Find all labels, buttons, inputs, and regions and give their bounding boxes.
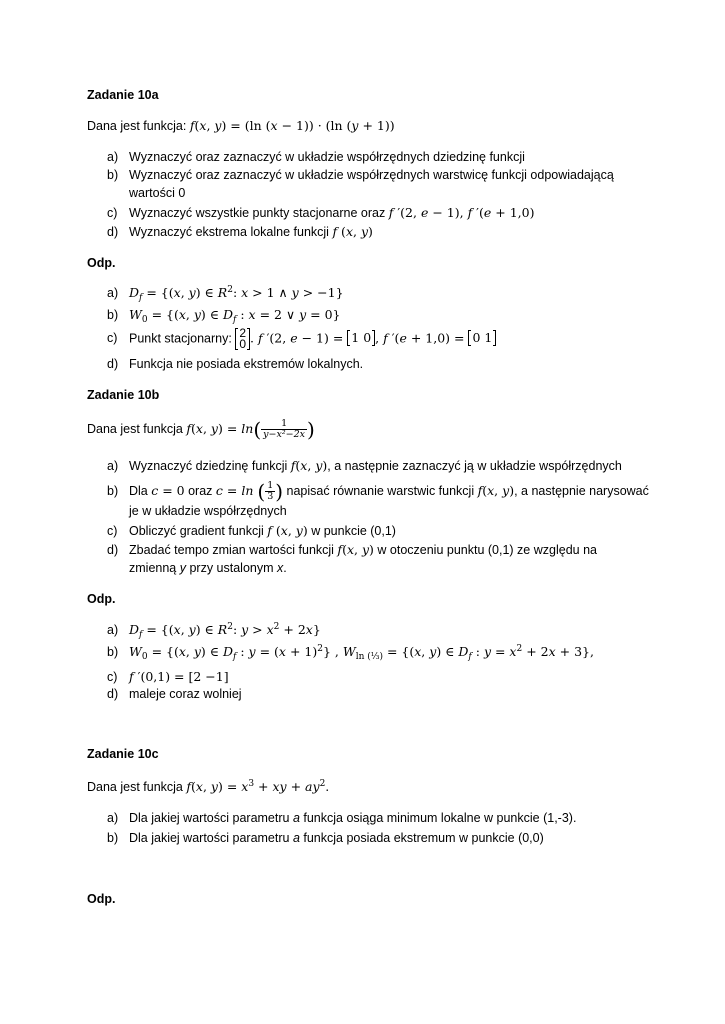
task-10b-intro: Dana jest funkcja f(x, y) = ln( $\frac{1}{\text{y−x²−2x}}$ ) bbox=[87, 417, 315, 442]
variable-x: x bbox=[277, 561, 284, 575]
answer-formula: $D_f = \{(x$, y) ∈ $R^2$: $y > x^2 + 2x$} bbox=[129, 622, 321, 640]
item-label: c) bbox=[107, 206, 118, 220]
item-text: Wyznaczyć dziedzinę funkcji bbox=[129, 459, 291, 473]
task-10c-heading: Zadanie 10c bbox=[87, 747, 159, 761]
derivative-row-1: 1 0 bbox=[347, 330, 375, 346]
task-10a-heading: Zadanie 10a bbox=[87, 88, 159, 102]
item-formula-2: c = ln bbox=[215, 482, 254, 498]
stationary-point-matrix bbox=[235, 328, 250, 350]
cont-text: . bbox=[283, 561, 287, 575]
answer-10b-a bbox=[107, 622, 321, 640]
answer-10b-c bbox=[107, 669, 229, 684]
task-10c-answer-heading: Odp. bbox=[87, 892, 116, 906]
intro-text: Dana jest funkcja: bbox=[87, 119, 190, 133]
item-label: a) bbox=[107, 286, 119, 300]
variable-y: y bbox=[179, 561, 186, 575]
item-text-after: w punkcie (0,1) bbox=[307, 524, 396, 538]
item-label: b) bbox=[107, 168, 119, 182]
item-text: maleje coraz wolniej bbox=[129, 687, 242, 701]
item-formula: f ′(2, e − 1), f ′(e + 1,0) bbox=[388, 205, 535, 220]
item-label: c) bbox=[107, 331, 118, 346]
task-10a-a bbox=[107, 150, 525, 164]
item-text: Dla bbox=[129, 483, 152, 498]
derivative-row-2: 0 1 bbox=[468, 330, 496, 346]
intro-text: Dana jest funkcja bbox=[87, 780, 187, 794]
parameter-a: a bbox=[292, 831, 300, 845]
item-formula: c = 0 bbox=[151, 482, 185, 498]
item-formula: f (x, y) bbox=[267, 523, 308, 538]
task-10b-b-cont: je w układzie współrzędnych bbox=[129, 504, 287, 518]
fraction-numerator: 1 bbox=[261, 419, 307, 430]
parameter-a: a bbox=[292, 811, 300, 825]
item-label: b) bbox=[107, 645, 119, 659]
item-label: d) bbox=[107, 687, 119, 701]
item-label: d) bbox=[107, 225, 119, 239]
item-text: Punkt stacjonarny: bbox=[129, 331, 236, 346]
task-10a-b bbox=[107, 168, 614, 182]
item-text: Wyznaczyć ekstrema lokalne funkcji bbox=[129, 225, 333, 239]
intro-formula: f(x, y) = ln bbox=[186, 420, 254, 436]
item-text-mid: oraz bbox=[184, 483, 216, 498]
task-10a-answer-heading: Odp. bbox=[87, 256, 116, 270]
task-10b-heading: Zadanie 10b bbox=[87, 388, 160, 402]
task-10c-a bbox=[107, 811, 576, 825]
item-label: d) bbox=[107, 543, 119, 557]
item-label: c) bbox=[107, 670, 118, 684]
task-10c-b bbox=[107, 831, 544, 845]
c-fraction bbox=[265, 481, 275, 502]
item-label: a) bbox=[107, 150, 119, 164]
answer-formula: f ′(0,1) = [2 −1] bbox=[129, 669, 229, 684]
answer-formula: $W_0 = \{(x$, y) ∈ $D_f$ : x = 2 ∨ y = 0} bbox=[129, 307, 341, 325]
item-text: Dla jakiej wartości parametru bbox=[129, 811, 293, 825]
item-formula: f(x, y) bbox=[337, 542, 374, 557]
fraction-denominator: 3 bbox=[267, 491, 274, 502]
intro-formula: f(x, y) = (ln (x − 1)) · (ln (y + 1)) bbox=[189, 118, 395, 133]
item-text-after: w otoczeniu punktu (0,1) ze względu na bbox=[373, 543, 597, 557]
intro-formula: f(x, $y) = x^3$ + xy + $ay^2$. bbox=[186, 779, 330, 794]
item-label: b) bbox=[107, 308, 119, 322]
answer-10b-d bbox=[107, 687, 242, 701]
matrix-entry: 0 bbox=[239, 337, 246, 351]
item-formula-3: f(x, y) bbox=[477, 482, 515, 498]
item-label: a) bbox=[107, 811, 119, 825]
item-label: b) bbox=[107, 831, 119, 845]
task-10b-d bbox=[107, 542, 597, 557]
answer-formula: $D_f = \{(x$, y) ∈ $R^2$: x > 1 ∧ y > −1} bbox=[129, 285, 344, 303]
item-label: a) bbox=[107, 623, 119, 637]
item-text-after: napisać równanie warstwic funkcji bbox=[283, 483, 478, 498]
task-10b-b: b) Dla c = 0 oraz c = ln ( $\frac{1}{3}$ ) napisać równanie warstwic funkcji f(x, y), a następnie narysować bbox=[107, 479, 649, 504]
intro-text: Dana jest funkcja bbox=[87, 421, 187, 436]
item-text: Dla jakiej wartości parametru bbox=[129, 831, 293, 845]
task-10a-intro bbox=[87, 118, 395, 133]
answer-10a-b bbox=[107, 307, 341, 325]
item-text: Wyznaczyć oraz zaznaczyć w układzie współrzędnych dziedzinę funkcji bbox=[129, 150, 525, 164]
item-formula: f (x, y) bbox=[332, 224, 373, 239]
task-10a-b-cont: wartości 0 bbox=[129, 186, 186, 200]
task-10b-answer-heading: Odp. bbox=[87, 592, 116, 606]
item-label: a) bbox=[107, 459, 119, 473]
answer-formula: $W_0 = \{(x$, y) ∈ $D_f$ : $y = (x + 1)^2$} , $W_{ln (\frac{1}{3})} = \{(x$, y) ∈ $D_f$ : $y = x^2 + 2x + 3$}, bbox=[129, 644, 594, 662]
item-text: Wyznaczyć wszystkie punkty stacjonarne oraz bbox=[129, 206, 389, 220]
answer-10a-c: c) Punkt stacjonarny: 2 0 . f ′(2, e − 1) = 1 0 , f ′(e + 1,0) = 0 1 bbox=[107, 328, 496, 350]
task-10a-d bbox=[107, 224, 373, 239]
answer-10a-d bbox=[107, 357, 363, 371]
item-label: b) bbox=[107, 483, 119, 498]
answer-10a-a bbox=[107, 285, 344, 303]
cont-text: zmienną bbox=[129, 561, 180, 575]
item-label: c) bbox=[107, 524, 118, 538]
answer-10b-b bbox=[107, 644, 594, 662]
item-text-after-2: , a następnie narysować bbox=[514, 483, 649, 498]
item-text: Zbadać tempo zmian wartości funkcji bbox=[129, 543, 338, 557]
item-text-after: funkcja posiada ekstremum w punkcie (0,0) bbox=[299, 831, 544, 845]
item-text: Funkcja nie posiada ekstremów lokalnych. bbox=[129, 357, 364, 371]
task-10c-intro bbox=[87, 779, 329, 794]
task-10b-d-cont bbox=[129, 561, 287, 575]
task-10b-a bbox=[107, 458, 622, 473]
fraction-denominator: y−x²−2x bbox=[263, 429, 306, 440]
answer-formula: , f ′(e + 1,0) = bbox=[375, 330, 469, 346]
answer-formula: f ′(2, e − 1) = bbox=[257, 330, 348, 346]
intro-fraction bbox=[261, 419, 307, 440]
fraction-numerator: 1 bbox=[267, 480, 274, 491]
item-text-after: funkcja osiąga minimum lokalne w punkcie (1,-3). bbox=[299, 811, 577, 825]
item-text: Wyznaczyć oraz zaznaczyć w układzie współrzędnych warstwicę funkcji odpowiadającą bbox=[129, 168, 614, 182]
item-text-after: , a następnie zaznaczyć ją w układzie współrzędnych bbox=[327, 459, 622, 473]
task-10a-c bbox=[107, 205, 535, 220]
item-text: Obliczyć gradient funkcji bbox=[129, 524, 268, 538]
matrix-entry: 2 bbox=[239, 326, 246, 340]
item-formula: f(x, y) bbox=[290, 458, 328, 473]
cont-text: przy ustalonym bbox=[185, 561, 277, 575]
item-label: d) bbox=[107, 357, 119, 371]
task-10b-c bbox=[107, 523, 396, 538]
